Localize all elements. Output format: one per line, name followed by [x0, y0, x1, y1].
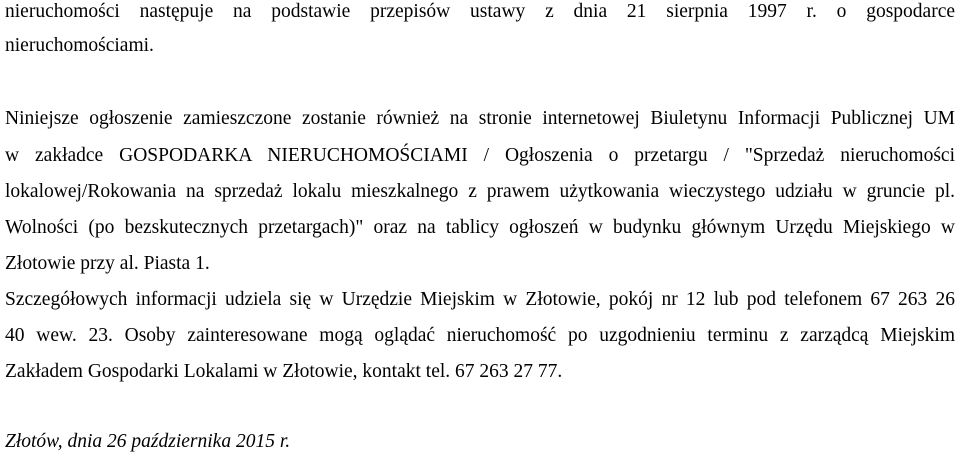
paragraph-2-line-2: w zakładce GOSPODARKA NIERUCHOMOŚCIAMI / Ogłoszenia o przetargu / "Sprzedaż nieruchomości: [5, 145, 955, 166]
paragraph-1-line-2: nieruchomościami.: [5, 35, 154, 56]
paragraph-2-line-4: Wolności (po bezskutecznych przetargach)" oraz na tablicy ogłoszeń w budynku głównym Urzędu Miejskiego w: [5, 217, 955, 238]
paragraph-2-line-5: Złotowie przy al. Piasta 1.: [5, 253, 210, 274]
paragraph-2-line-8: Zakładem Gospodarki Lokalami w Złotowie, kontakt tel. 67 263 27 77.: [5, 361, 563, 382]
paragraph-2-line-1: Niniejsze ogłoszenie zamieszczone zostanie również na stronie internetowej Biuletynu Informacji Publicznej UM: [5, 108, 955, 129]
paragraph-2-line-3: lokalowej/Rokowania na sprzedaż lokalu mieszkalnego z prawem użytkowania wieczystego udziału w gruncie pl.: [5, 181, 955, 202]
paragraph-1-line-1: nieruchomości następuje na podstawie przepisów ustawy z dnia 21 sierpnia 1997 r. o gospodarce: [5, 1, 955, 22]
signature-place-date: Złotów, dnia 26 października 2015 r.: [5, 431, 291, 452]
paragraph-2-line-6: Szczegółowych informacji udziela się w Urzędzie Miejskim w Złotowie, pokój nr 12 lub pod telefonem 67 263 26: [5, 289, 955, 310]
paragraph-2-line-7: 40 wew. 23. Osoby zainteresowane mogą oglądać nieruchomość po uzgodnieniu terminu z zarządcą Miejskim: [5, 325, 955, 346]
